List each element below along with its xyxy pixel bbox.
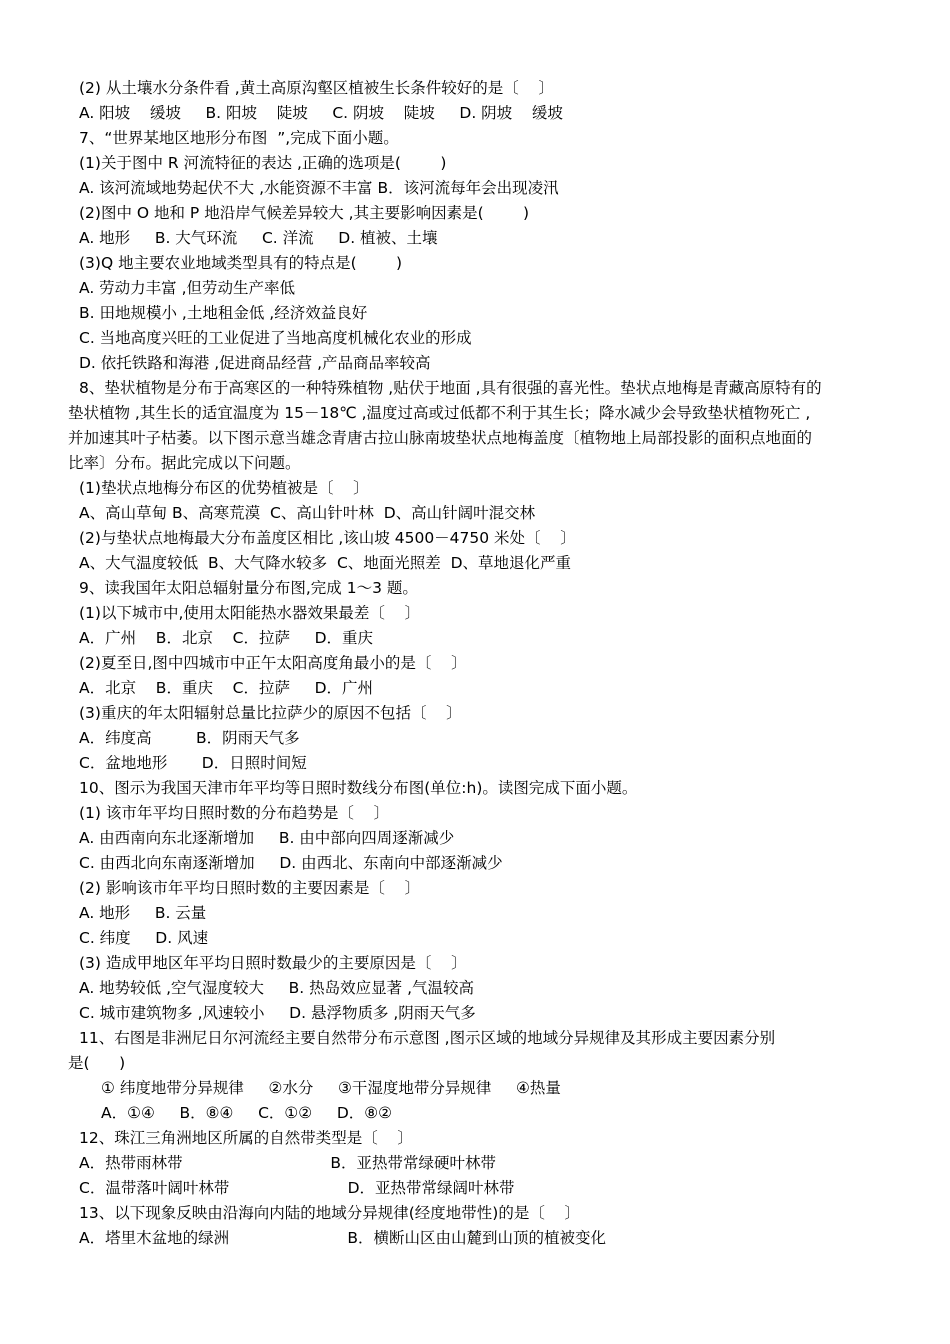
q7-part3-option-d: D. 依托铁路和海港 ,促进商品经营 ,产品商品率较高 bbox=[79, 354, 431, 372]
q13-stem: 13、以下现象反映由沿海向内陆的地域分异规律(经度地带性)的是〔 〕 bbox=[79, 1204, 581, 1222]
q9-part3-stem: (3)重庆的年太阳辐射总量比拉萨少的原因不包括〔 〕 bbox=[79, 704, 462, 722]
q12-options-cd: C．温带落叶阔叶林带 D．亚热带常绿阔叶林带 bbox=[79, 1179, 515, 1197]
q11-stem-line2: 是( ) bbox=[68, 1054, 126, 1072]
q8-part1-stem: (1)垫状点地梅分布区的优势植被是〔 〕 bbox=[79, 479, 369, 497]
q7-part1-options: A. 该河流域地势起伏不大 ,水能资源不丰富 B．该河流每年会出现凌汛 bbox=[79, 179, 559, 197]
q6-part2-options: A. 阳坡 缓坡 B. 阳坡 陡坡 C. 阴坡 陡坡 D. 阴坡 缓坡 bbox=[79, 104, 563, 122]
q7-part3-stem: (3)Q 地主要农业地域类型具有的特点是( ) bbox=[79, 254, 403, 272]
q12-options-ab: A．热带雨林带 B．亚热带常绿硬叶林带 bbox=[79, 1154, 497, 1172]
q7-part2-stem: (2)图中 O 地和 P 地沿岸气候差异较大 ,其主要影响因素是( ) bbox=[79, 204, 530, 222]
q8-part1-options: A、高山草甸 B、高寒荒漠 C、高山针叶林 D、高山针阔叶混交林 bbox=[79, 504, 536, 522]
q9-part1-stem: (1)以下城市中,使用太阳能热水器效果最差〔 〕 bbox=[79, 604, 421, 622]
q7-part2-options: A. 地形 B. 大气环流 C. 洋流 D. 植被、土壤 bbox=[79, 229, 438, 247]
q8-part2-options: A、大气温度较低 B、大气降水较多 C、地面光照差 D、草地退化严重 bbox=[79, 554, 572, 572]
q8-stem-line4: 比率〕分布。据此完成以下问题。 bbox=[68, 454, 301, 472]
q9-part2-options: A．北京 B．重庆 C．拉萨 D．广州 bbox=[79, 679, 374, 697]
q10-part2-stem: (2) 影响该市年平均日照时数的主要因素是〔 〕 bbox=[79, 879, 421, 897]
q9-part3-options-cd: C．盆地地形 D．日照时间短 bbox=[79, 754, 307, 772]
q7-part3-option-c: C. 当地高度兴旺的工业促进了当地高度机械化农业的形成 bbox=[79, 329, 472, 347]
q8-stem-line3: 并加速其叶子枯萎。以下图示意当雄念青唐古拉山脉南坡垫状点地梅盖度〔植物地上局部投影的面积点地面的 bbox=[68, 429, 813, 447]
q11-options: A．①④ B．⑧④ C．①② D．⑧② bbox=[101, 1104, 393, 1122]
q12-stem: 12、珠江三角洲地区所属的自然带类型是〔 〕 bbox=[79, 1129, 413, 1147]
q9-part2-stem: (2)夏至日,图中四城市中正午太阳高度角最小的是〔 〕 bbox=[79, 654, 467, 672]
q10-part1-options-cd: C. 由西北向东南逐渐增加 D. 由西北、东南向中部逐渐减少 bbox=[79, 854, 503, 872]
q10-part2-options-cd: C. 纬度 D. 风速 bbox=[79, 929, 209, 947]
q10-part3-options-cd: C. 城市建筑物多 ,风速较小 D. 悬浮物质多 ,阴雨天气多 bbox=[79, 1004, 476, 1022]
q9-part3-options-ab: A．纬度高 B．阴雨天气多 bbox=[79, 729, 300, 747]
q10-part1-stem: (1) 该市年平均日照时数的分布趋势是〔 〕 bbox=[79, 804, 390, 822]
q10-part1-options-ab: A. 由西南向东北逐渐增加 B. 由中部向四周逐渐减少 bbox=[79, 829, 455, 847]
q11-stem-line1: 11、右图是非洲尼日尔河流经主要自然带分布示意图 ,图示区域的地域分异规律及其形成主要因素分别 bbox=[79, 1029, 776, 1047]
q7-part3-option-a: A. 劳动力丰富 ,但劳动生产率低 bbox=[79, 279, 296, 297]
q9-part1-options: A．广州 B．北京 C．拉萨 D．重庆 bbox=[79, 629, 374, 647]
q8-stem-line1: 8、垫状植物是分布于高寒区的一种特殊植物 ,贴伏于地面 ,具有很强的喜光性。垫状点地梅是青藏高原特有的 bbox=[79, 379, 822, 397]
q13-options-ab: A．塔里木盆地的绿洲 B．横断山区由山麓到山顶的植被变化 bbox=[79, 1229, 606, 1247]
q10-part2-options-ab: A. 地形 B. 云量 bbox=[79, 904, 207, 922]
q10-stem: 10、图示为我国天津市年平均等日照时数线分布图(单位:h)。读图完成下面小题。 bbox=[79, 779, 638, 797]
q7-stem: 7、“世界某地区地形分布图 ”,完成下面小题。 bbox=[79, 129, 399, 147]
q6-part2-stem: (2) 从土壤水分条件看 ,黄土高原沟壑区植被生长条件较好的是〔 〕 bbox=[79, 79, 554, 97]
q7-part3-option-b: B. 田地规模小 ,土地租金低 ,经济效益良好 bbox=[79, 304, 368, 322]
q8-part2-stem: (2)与垫状点地梅最大分布盖度区相比 ,该山坡 4500－4750 米处〔 〕 bbox=[79, 529, 576, 547]
q9-stem: 9、读我国年太阳总辐射量分布图,完成 1～3 题。 bbox=[79, 579, 418, 597]
q10-part3-stem: (3) 造成甲地区年平均日照时数最少的主要原因是〔 〕 bbox=[79, 954, 467, 972]
q7-part1-stem: (1)关于图中 R 河流特征的表达 ,正确的选项是( ) bbox=[79, 154, 447, 172]
q8-stem-line2: 垫状植物 ,其生长的适宜温度为 15－18℃ ,温度过高或过低都不利于其生长；降水减少会导致垫状植物死亡 , bbox=[68, 404, 811, 422]
q10-part3-options-ab: A. 地势较低 ,空气湿度较大 B. 热岛效应显著 ,气温较高 bbox=[79, 979, 475, 997]
q11-choices: ① 纬度地带分异规律 ②水分 ③干湿度地带分异规律 ④热量 bbox=[101, 1079, 561, 1097]
